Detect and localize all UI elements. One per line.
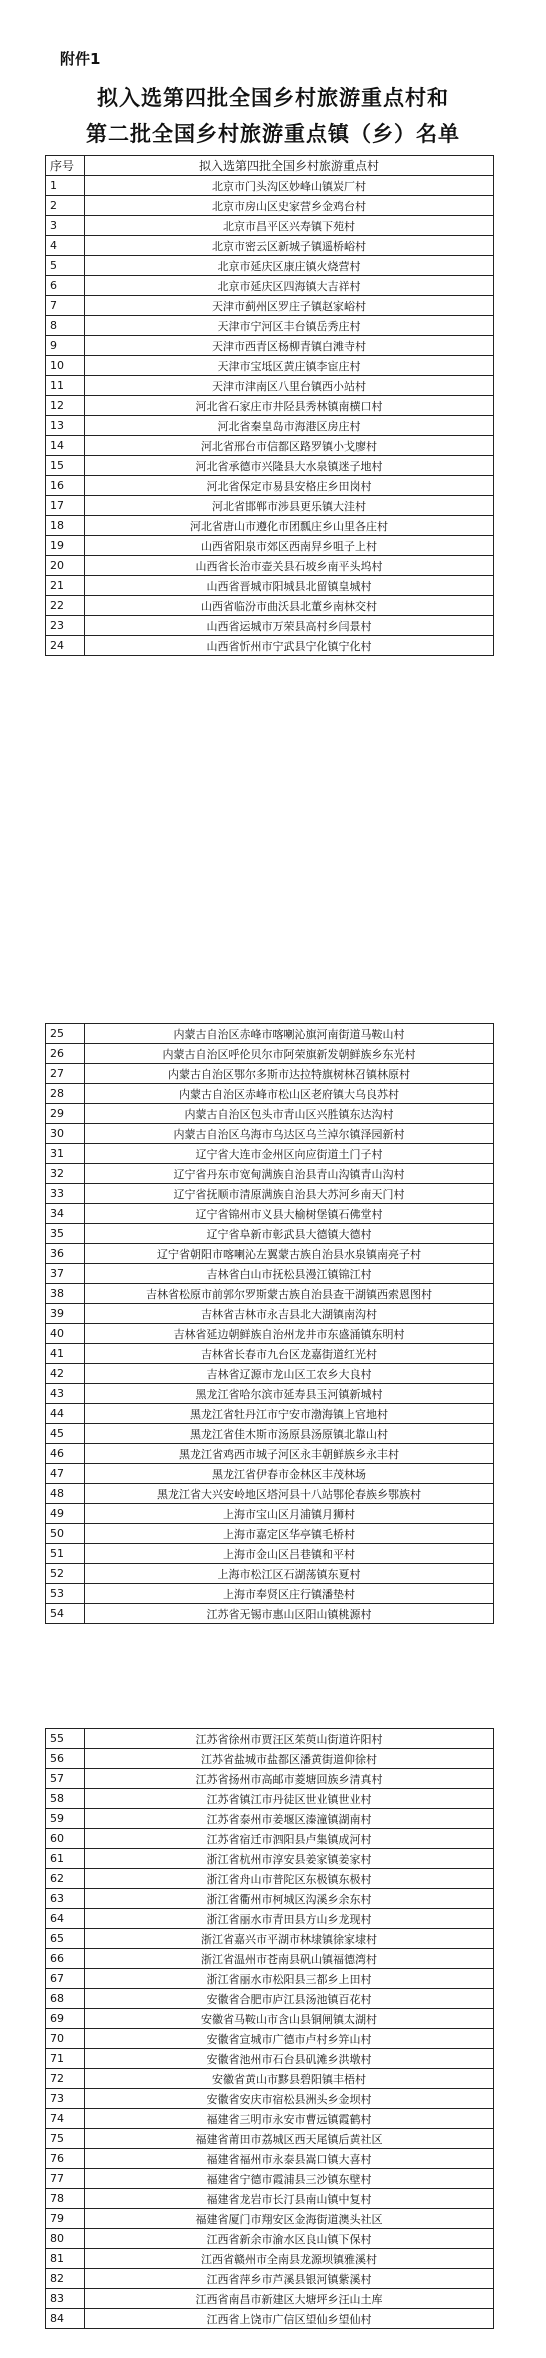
row-number: 78: [46, 2189, 85, 2209]
village-table-part-1: [45, 155, 494, 656]
row-number: 6: [46, 276, 85, 296]
row-number: 13: [46, 416, 85, 436]
row-number: 23: [46, 616, 85, 636]
table-row: [46, 1769, 494, 1789]
row-number: 76: [46, 2149, 85, 2169]
village-name: 江苏省盐城市盐都区潘黄街道仰徐村: [85, 1749, 494, 1769]
table-row: [46, 396, 494, 416]
village-name: 黑龙江省哈尔滨市延寿县玉河镇新城村: [85, 1384, 494, 1404]
table-row: [46, 376, 494, 396]
village-name: 浙江省衢州市柯城区沟溪乡余东村: [85, 1889, 494, 1909]
header-no: 序号: [46, 156, 85, 176]
village-name: 吉林省辽源市龙山区工农乡大良村: [85, 1364, 494, 1384]
row-number: 50: [46, 1524, 85, 1544]
village-name: 上海市嘉定区华亭镇毛桥村: [85, 1524, 494, 1544]
table-row: [46, 296, 494, 316]
table-row: [46, 1304, 494, 1324]
row-number: 22: [46, 596, 85, 616]
village-name: 江苏省徐州市贾汪区茱萸山街道许阳村: [85, 1729, 494, 1749]
table-row: [46, 616, 494, 636]
table-row: [46, 2049, 494, 2069]
row-number: 24: [46, 636, 85, 656]
table-row: [46, 1729, 494, 1749]
row-number: 41: [46, 1344, 85, 1364]
attachment-label: 附件1: [60, 50, 101, 68]
table-row: [46, 1404, 494, 1424]
table-row: [46, 1204, 494, 1224]
table-row: [46, 636, 494, 656]
village-name: 北京市密云区新城子镇遥桥峪村: [85, 236, 494, 256]
table-row: [46, 1324, 494, 1344]
village-name: 安徽省池州市石台县矶滩乡洪墩村: [85, 2049, 494, 2069]
village-name: 上海市金山区吕巷镇和平村: [85, 1544, 494, 1564]
village-name: 山西省运城市万荣县高村乡闫景村: [85, 616, 494, 636]
row-number: 79: [46, 2209, 85, 2229]
table-row: [46, 356, 494, 376]
table-row: [46, 1144, 494, 1164]
village-name: 内蒙古自治区呼伦贝尔市阿荣旗新发朝鲜族乡东光村: [85, 1044, 494, 1064]
row-number: 15: [46, 456, 85, 476]
row-number: 8: [46, 316, 85, 336]
row-number: 1: [46, 176, 85, 196]
row-number: 65: [46, 1929, 85, 1949]
row-number: 10: [46, 356, 85, 376]
village-name: 山西省长治市壶关县石坡乡南平头坞村: [85, 556, 494, 576]
table-row: [46, 1564, 494, 1584]
table-row: [46, 1849, 494, 1869]
table-row: [46, 2289, 494, 2309]
village-name: 黑龙江省鸡西市城子河区永丰朝鲜族乡永丰村: [85, 1444, 494, 1464]
table-row: [46, 1789, 494, 1809]
row-number: 66: [46, 1949, 85, 1969]
table-row: [46, 276, 494, 296]
row-number: 11: [46, 376, 85, 396]
village-name: 天津市宁河区丰台镇岳秀庄村: [85, 316, 494, 336]
village-name: 河北省石家庄市井陉县秀林镇南横口村: [85, 396, 494, 416]
row-number: 48: [46, 1484, 85, 1504]
village-name: 江苏省宿迁市泗阳县卢集镇成河村: [85, 1829, 494, 1849]
table-row: [46, 1384, 494, 1404]
village-name: 河北省邢台市信都区路罗镇小戈廖村: [85, 436, 494, 456]
table-row: [46, 2109, 494, 2129]
table-row: [46, 1024, 494, 1044]
village-name: 安徽省安庆市宿松县洲头乡金坝村: [85, 2089, 494, 2109]
row-number: 75: [46, 2129, 85, 2149]
village-name: 天津市西青区杨柳青镇白滩寺村: [85, 336, 494, 356]
row-number: 83: [46, 2289, 85, 2309]
table-row: [46, 1829, 494, 1849]
row-number: 71: [46, 2049, 85, 2069]
header-name: 拟入选第四批全国乡村旅游重点村: [85, 156, 494, 176]
row-number: 19: [46, 536, 85, 556]
village-name: 江苏省泰州市姜堰区溱潼镇湖南村: [85, 1809, 494, 1829]
village-name: 天津市宝坻区黄庄镇李宦庄村: [85, 356, 494, 376]
village-name: 北京市延庆区四海镇大吉祥村: [85, 276, 494, 296]
row-number: 84: [46, 2309, 85, 2329]
village-name: 福建省宁德市霞浦县三沙镇东壁村: [85, 2169, 494, 2189]
table-row: [46, 1749, 494, 1769]
row-number: 25: [46, 1024, 85, 1044]
table-row: [46, 1464, 494, 1484]
table-row: [46, 576, 494, 596]
table-row: [46, 256, 494, 276]
table-row: [46, 1284, 494, 1304]
table-row: [46, 2189, 494, 2209]
table-row: [46, 2169, 494, 2189]
table-row: [46, 1869, 494, 1889]
row-number: 77: [46, 2169, 85, 2189]
village-name: 天津市津南区八里台镇西小站村: [85, 376, 494, 396]
table-header-row: [46, 156, 494, 176]
village-name: 浙江省杭州市淳安县姜家镇姜家村: [85, 1849, 494, 1869]
row-number: 47: [46, 1464, 85, 1484]
table-row: [46, 316, 494, 336]
table-row: [46, 196, 494, 216]
row-number: 58: [46, 1789, 85, 1809]
row-number: 27: [46, 1064, 85, 1084]
village-name: 北京市房山区史家营乡金鸡台村: [85, 196, 494, 216]
village-name: 河北省承德市兴隆县大水泉镇迷子地村: [85, 456, 494, 476]
row-number: 82: [46, 2269, 85, 2289]
table-row: [46, 1504, 494, 1524]
row-number: 68: [46, 1989, 85, 2009]
row-number: 64: [46, 1909, 85, 1929]
table-row: [46, 2209, 494, 2229]
table-row: [46, 1484, 494, 1504]
village-name: 辽宁省阜新市彰武县大德镇大德村: [85, 1224, 494, 1244]
table-row: [46, 2129, 494, 2149]
table-row: [46, 1584, 494, 1604]
table-row: [46, 336, 494, 356]
row-number: 36: [46, 1244, 85, 1264]
row-number: 72: [46, 2069, 85, 2089]
row-number: 80: [46, 2229, 85, 2249]
village-name: 江苏省镇江市丹徒区世业镇世业村: [85, 1789, 494, 1809]
table-row: [46, 2149, 494, 2169]
table-row: [46, 176, 494, 196]
village-name: 黑龙江省佳木斯市汤原县汤原镇北靠山村: [85, 1424, 494, 1444]
row-number: 62: [46, 1869, 85, 1889]
table-row: [46, 1809, 494, 1829]
row-number: 42: [46, 1364, 85, 1384]
table-row: [46, 1104, 494, 1124]
village-name: 浙江省温州市苍南县矾山镇福德湾村: [85, 1949, 494, 1969]
village-name: 辽宁省朝阳市喀喇沁左翼蒙古族自治县水泉镇南亮子村: [85, 1244, 494, 1264]
table-row: [46, 1929, 494, 1949]
village-name: 福建省龙岩市长汀县南山镇中复村: [85, 2189, 494, 2209]
row-number: 55: [46, 1729, 85, 1749]
village-name: 北京市延庆区康庄镇火烧营村: [85, 256, 494, 276]
table-row: [46, 1064, 494, 1084]
village-name: 山西省晋城市阳城县北留镇皇城村: [85, 576, 494, 596]
row-number: 70: [46, 2029, 85, 2049]
village-name: 浙江省嘉兴市平湖市林埭镇徐家埭村: [85, 1929, 494, 1949]
village-name: 河北省秦皇岛市海港区房庄村: [85, 416, 494, 436]
table-row: [46, 2269, 494, 2289]
table-row: [46, 1544, 494, 1564]
row-number: 33: [46, 1184, 85, 1204]
village-name: 吉林省延边朝鲜族自治州龙井市东盛涌镇东明村: [85, 1324, 494, 1344]
village-name: 内蒙古自治区乌海市乌达区乌兰淖尔镇泽园新村: [85, 1124, 494, 1144]
village-name: 江西省上饶市广信区望仙乡望仙村: [85, 2309, 494, 2329]
village-name: 北京市昌平区兴寿镇下苑村: [85, 216, 494, 236]
row-number: 74: [46, 2109, 85, 2129]
row-number: 30: [46, 1124, 85, 1144]
row-number: 54: [46, 1604, 85, 1624]
table-row: [46, 1889, 494, 1909]
table-row: [46, 1224, 494, 1244]
row-number: 18: [46, 516, 85, 536]
table-row: [46, 1184, 494, 1204]
row-number: 37: [46, 1264, 85, 1284]
row-number: 21: [46, 576, 85, 596]
row-number: 17: [46, 496, 85, 516]
village-name: 浙江省丽水市松阳县三都乡上田村: [85, 1969, 494, 1989]
village-name: 山西省忻州市宁武县宁化镇宁化村: [85, 636, 494, 656]
row-number: 7: [46, 296, 85, 316]
row-number: 49: [46, 1504, 85, 1524]
table-row: [46, 476, 494, 496]
row-number: 51: [46, 1544, 85, 1564]
row-number: 69: [46, 2009, 85, 2029]
row-number: 32: [46, 1164, 85, 1184]
table-row: [46, 1364, 494, 1384]
table-row: [46, 2009, 494, 2029]
village-name: 上海市奉贤区庄行镇潘垫村: [85, 1584, 494, 1604]
village-name: 安徽省宣城市广德市卢村乡笄山村: [85, 2029, 494, 2049]
table-row: [46, 216, 494, 236]
table-row: [46, 416, 494, 436]
table-row: [46, 1524, 494, 1544]
row-number: 9: [46, 336, 85, 356]
row-number: 60: [46, 1829, 85, 1849]
row-number: 35: [46, 1224, 85, 1244]
village-name: 上海市宝山区月浦镇月狮村: [85, 1504, 494, 1524]
village-name: 内蒙古自治区包头市青山区兴胜镇东达沟村: [85, 1104, 494, 1124]
table-row: [46, 1264, 494, 1284]
village-name: 吉林省白山市抚松县漫江镇锦江村: [85, 1264, 494, 1284]
row-number: 56: [46, 1749, 85, 1769]
village-name: 江西省萍乡市芦溪县银河镇紫溪村: [85, 2269, 494, 2289]
table-row: [46, 1424, 494, 1444]
table-row: [46, 2069, 494, 2089]
row-number: 53: [46, 1584, 85, 1604]
row-number: 59: [46, 1809, 85, 1829]
village-name: 福建省厦门市翔安区金海街道澳头社区: [85, 2209, 494, 2229]
table-row: [46, 496, 494, 516]
table-row: [46, 1444, 494, 1464]
table-row: [46, 2309, 494, 2329]
village-name: 江苏省扬州市高邮市菱塘回族乡清真村: [85, 1769, 494, 1789]
table-row: [46, 2229, 494, 2249]
row-number: 38: [46, 1284, 85, 1304]
row-number: 44: [46, 1404, 85, 1424]
village-name: 内蒙古自治区赤峰市松山区老府镇大乌良苏村: [85, 1084, 494, 1104]
table-row: [46, 2089, 494, 2109]
village-name: 黑龙江省伊春市金林区丰茂林场: [85, 1464, 494, 1484]
village-name: 福建省三明市永安市曹远镇霞鹤村: [85, 2109, 494, 2129]
village-name: 安徽省马鞍山市含山县铜闸镇太湖村: [85, 2009, 494, 2029]
village-name: 河北省邯郸市涉县更乐镇大洼村: [85, 496, 494, 516]
row-number: 3: [46, 216, 85, 236]
table-row: [46, 1124, 494, 1144]
village-table-part-2: [45, 1023, 494, 1624]
village-name: 辽宁省丹东市宽甸满族自治县青山沟镇青山沟村: [85, 1164, 494, 1184]
village-name: 辽宁省大连市金州区向应街道土门子村: [85, 1144, 494, 1164]
row-number: 2: [46, 196, 85, 216]
village-name: 上海市松江区石湖荡镇东夏村: [85, 1564, 494, 1584]
row-number: 34: [46, 1204, 85, 1224]
village-name: 山西省临汾市曲沃县北董乡南林交村: [85, 596, 494, 616]
row-number: 57: [46, 1769, 85, 1789]
village-name: 江西省南昌市新建区大塘坪乡汪山土库: [85, 2289, 494, 2309]
page-title-line-1: 拟入选第四批全国乡村旅游重点村和: [97, 86, 449, 110]
row-number: 4: [46, 236, 85, 256]
table-row: [46, 596, 494, 616]
table-row: [46, 236, 494, 256]
village-name: 福建省福州市永泰县嵩口镇大喜村: [85, 2149, 494, 2169]
row-number: 43: [46, 1384, 85, 1404]
page-title-line-2: 第二批全国乡村旅游重点镇（乡）名单: [86, 122, 460, 146]
village-name: 河北省唐山市遵化市团瓢庄乡山里各庄村: [85, 516, 494, 536]
row-number: 20: [46, 556, 85, 576]
table-row: [46, 1164, 494, 1184]
village-name: 江苏省无锡市惠山区阳山镇桃源村: [85, 1604, 494, 1624]
village-name: 河北省保定市易县安格庄乡田岗村: [85, 476, 494, 496]
village-name: 安徽省合肥市庐江县汤池镇百花村: [85, 1989, 494, 2009]
village-name: 内蒙古自治区鄂尔多斯市达拉特旗树林召镇林原村: [85, 1064, 494, 1084]
village-name: 浙江省舟山市普陀区东极镇东极村: [85, 1869, 494, 1889]
row-number: 46: [46, 1444, 85, 1464]
village-name: 内蒙古自治区赤峰市喀喇沁旗河南街道马鞍山村: [85, 1024, 494, 1044]
row-number: 14: [46, 436, 85, 456]
row-number: 5: [46, 256, 85, 276]
row-number: 28: [46, 1084, 85, 1104]
table-row: [46, 1044, 494, 1064]
row-number: 39: [46, 1304, 85, 1324]
table-row: [46, 2029, 494, 2049]
village-name: 福建省莆田市荔城区西天尾镇后黄社区: [85, 2129, 494, 2149]
row-number: 52: [46, 1564, 85, 1584]
table-row: [46, 1969, 494, 1989]
village-name: 黑龙江省大兴安岭地区塔河县十八站鄂伦春族乡鄂族村: [85, 1484, 494, 1504]
row-number: 29: [46, 1104, 85, 1124]
village-name: 浙江省丽水市青田县方山乡龙现村: [85, 1909, 494, 1929]
village-name: 吉林省长春市九台区龙嘉街道红光村: [85, 1344, 494, 1364]
table-row: [46, 556, 494, 576]
row-number: 31: [46, 1144, 85, 1164]
table-row: [46, 1604, 494, 1624]
village-name: 江西省新余市渝水区良山镇下保村: [85, 2229, 494, 2249]
table-row: [46, 436, 494, 456]
table-row: [46, 1244, 494, 1264]
row-number: 16: [46, 476, 85, 496]
village-table-part-3: [45, 1728, 494, 2329]
village-name: 吉林省松原市前郭尔罗斯蒙古族自治县查干湖镇西索恩图村: [85, 1284, 494, 1304]
village-name: 辽宁省锦州市义县大榆树堡镇石佛堂村: [85, 1204, 494, 1224]
table-row: [46, 1909, 494, 1929]
village-name: 安徽省黄山市黟县碧阳镇丰梧村: [85, 2069, 494, 2089]
row-number: 63: [46, 1889, 85, 1909]
row-number: 73: [46, 2089, 85, 2109]
village-name: 辽宁省抚顺市清原满族自治县大苏河乡南天门村: [85, 1184, 494, 1204]
row-number: 45: [46, 1424, 85, 1444]
table-row: [46, 536, 494, 556]
row-number: 61: [46, 1849, 85, 1869]
table-row: [46, 1344, 494, 1364]
row-number: 40: [46, 1324, 85, 1344]
table-row: [46, 456, 494, 476]
village-name: 黑龙江省牡丹江市宁安市渤海镇上官地村: [85, 1404, 494, 1424]
village-name: 吉林省吉林市永吉县北大湖镇南沟村: [85, 1304, 494, 1324]
row-number: 26: [46, 1044, 85, 1064]
table-row: [46, 1989, 494, 2009]
table-row: [46, 516, 494, 536]
village-name: 北京市门头沟区妙峰山镇炭厂村: [85, 176, 494, 196]
village-name: 江西省赣州市全南县龙源坝镇雅溪村: [85, 2249, 494, 2269]
table-row: [46, 2249, 494, 2269]
village-name: 山西省阳泉市郊区西南舁乡咀子上村: [85, 536, 494, 556]
row-number: 67: [46, 1969, 85, 1989]
table-row: [46, 1084, 494, 1104]
village-name: 天津市蓟州区罗庄子镇赵家峪村: [85, 296, 494, 316]
table-row: [46, 1949, 494, 1969]
row-number: 81: [46, 2249, 85, 2269]
row-number: 12: [46, 396, 85, 416]
